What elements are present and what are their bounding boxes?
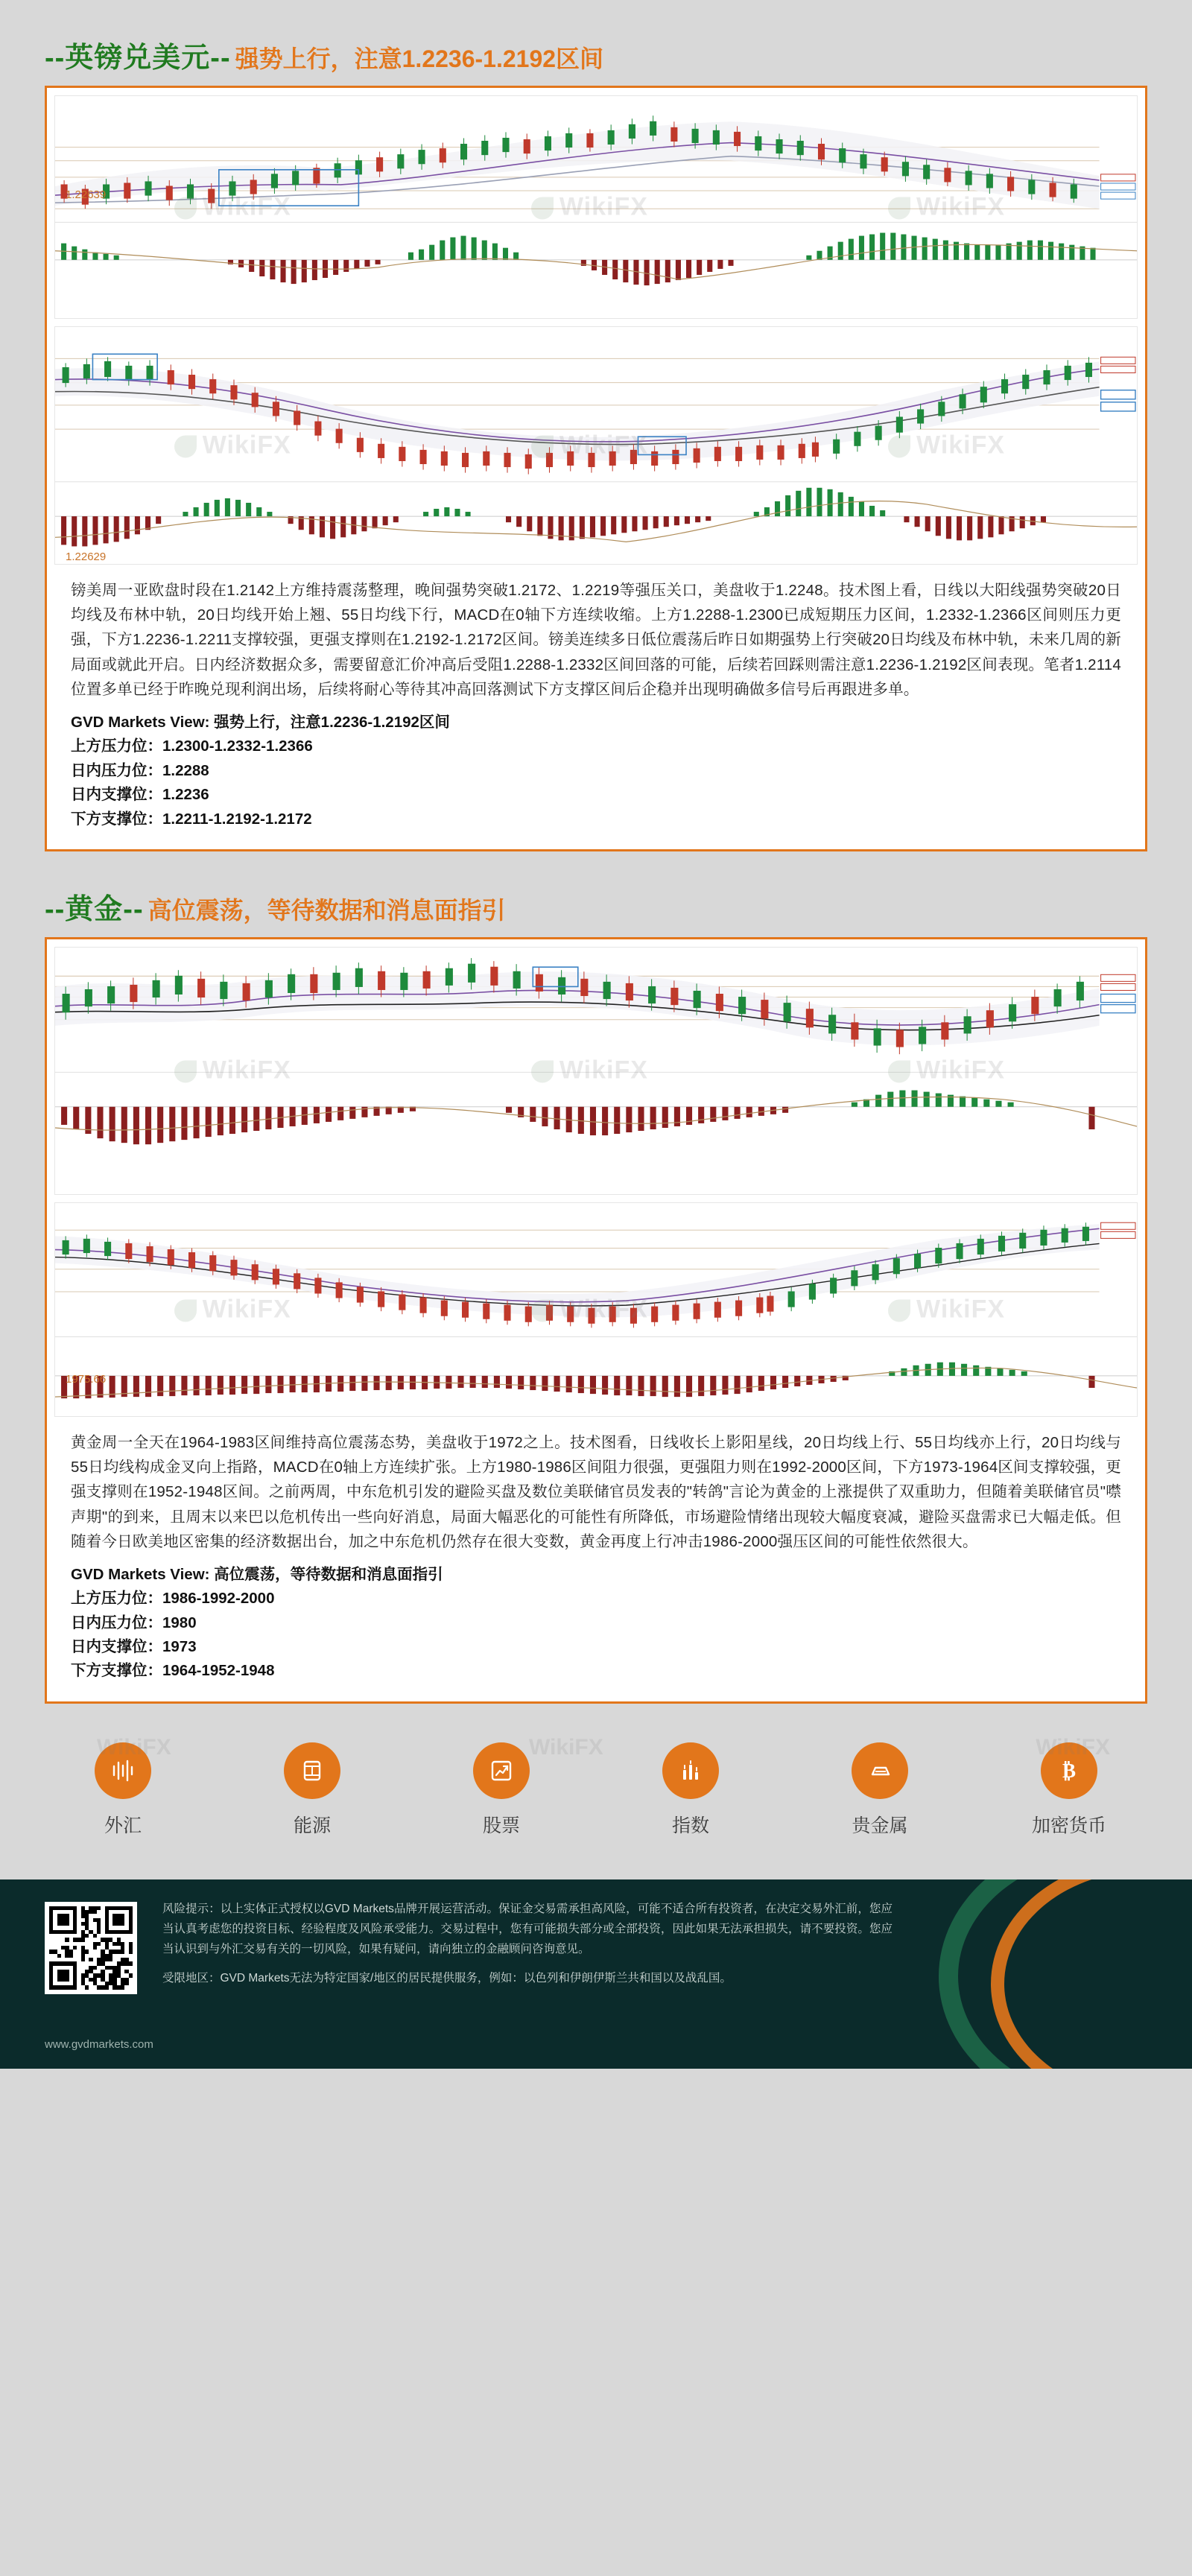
- card-gbpusd: [45, 86, 1147, 851]
- resistance-upper: 上方压力位：1986-1992-2000: [71, 1590, 275, 1608]
- indices-bars-icon: [662, 1742, 719, 1799]
- category-bar: [67, 1734, 1125, 1838]
- view-block-gold: [54, 1558, 1138, 1691]
- poster-page: [0, 34, 1192, 2576]
- chart-gold-daily-svg: [55, 948, 1137, 1195]
- support-lower: 下方支撑位：1.2211-1.2192-1.2172: [71, 810, 312, 828]
- chart-gold-daily[interactable]: [54, 947, 1138, 1195]
- stocks-chart-icon: [473, 1742, 530, 1799]
- chart-price-label: 1.22629: [66, 551, 107, 563]
- footer-text: [162, 1899, 893, 1998]
- energy-barrel-icon: [284, 1742, 340, 1799]
- chart-gold-intraday[interactable]: [54, 1202, 1138, 1417]
- risk-disclaimer: 风险提示：以上实体正式授权以GVD Markets品牌开展运营活动。保证金交易需承担高风险，可能不适合所有投资者，在决定交易外汇前，您应当认真考虑您的投资目标、经验程度及风险承受能力。交易过程中，您有可能损失部分或全部投资，因此如果无法承担损失，请不要投资。您应当认识到与外汇交易有关的一切风险，如果有疑问，请向独立的金融顾问咨询意见。: [162, 1902, 893, 1956]
- metals-bar-icon: [852, 1742, 908, 1799]
- section-pair-title: --英镑兑美元--: [45, 42, 231, 74]
- category-label: 加密货币: [1031, 1815, 1106, 1836]
- resistance-intraday: 日内压力位：1980: [71, 1614, 197, 1631]
- view-title: GVD Markets View: 强势上行，注意1.2236-1.2192区间: [71, 714, 450, 732]
- analysis-body-gbpusd: 镑美周一亚欧盘时段在1.2142上方维持震荡整理，晚间强势突破1.2172、1.2219等强压关口，美盘收于1.2248。技术图上看，日线以大阳线强势突破20日均线及布林中轨，20日均线开始上翘、55日均线下行，MACD在0轴下方连续收缩。上方1.2288-1.2300已成短期压力区间，1.2332-1.2366区间则压力更强，下方1.2236-1.2211支撑较强，更强支撑则在1.2192-1.2172区间。镑美连续多日低位震荡后昨日如期强势上行突破20日均线及布林中轨，未来几周的新局面或就此开启。日内经济数据众多，需要留意汇价冲高后受阻1.2288-1.2332区间回落的可能，后续若回踩则需注意1.2236-1.2192区间表现。笔者1.2114位置多单已经于昨晚兑现利润出场，后续将耐心等待其冲高回落测试下方支撑区间后企稳并出现明确做多信号后再跟进多单。: [71, 582, 1121, 698]
- category-label: 指数: [671, 1815, 709, 1836]
- section-heading-gbpusd: [0, 34, 1192, 75]
- category-label: 外汇: [104, 1815, 142, 1836]
- qr-code[interactable]: [45, 1902, 137, 1994]
- resistance-intraday: 日内压力位：1.2288: [71, 761, 209, 779]
- support-lower: 下方支撑位：1964-1952-1948: [71, 1662, 275, 1680]
- resistance-upper: 上方压力位：1.2300-1.2332-1.2366: [71, 737, 313, 755]
- chart-gbpusd-daily-svg: [55, 96, 1137, 319]
- section-heading-gold: [0, 886, 1192, 927]
- chart-gbpusd-daily[interactable]: [54, 95, 1138, 319]
- category-metals[interactable]: [824, 1742, 936, 1838]
- analysis-body-gold: 黄金周一全天在1964-1983区间维持高位震荡态势，美盘收于1972之上。技术图看，日线收长上影阳星线，20日均线上行、55日均线亦上行，20日均线与55日均线构成金叉向上指路，MACD在0轴上方连续扩张。上方1980-1986区间阻力很强，更强阻力则在1992-2000区间，下方1973-1964区间支撑较强，更强支撑则在1952-1948区间。之前两周，中东危机引发的避险买盘及数位美联储官员发表的"转鸽"言论为黄金的上涨提供了双重助力，但随着美联储官员"噤声期"的到来，且周末以来巴以危机传出一些向好消息，局面大幅恶化的可能性有所降低，市场避险情绪出现较大幅度衰减，避险买盘需求已大幅走低。但随着今日欧美地区密集的经济数据出台，加之中东危机仍然存在很大变数，黄金再度上行冲击1986-2000强压区间的可能性依然很大。: [71, 1433, 1121, 1550]
- footer-decoration-orange: [991, 1879, 1192, 2069]
- chart-gbpusd-intraday[interactable]: [54, 326, 1138, 565]
- support-intraday: 日内支撑位：1973: [71, 1638, 197, 1656]
- svg-text:₿: ₿: [1062, 1759, 1077, 1782]
- footer: [0, 1879, 1192, 2069]
- watermark: WikiFX: [529, 1734, 603, 1760]
- view-title: GVD Markets View: 高位震荡，等待数据和消息面指引: [71, 1565, 443, 1583]
- category-indices[interactable]: [635, 1742, 746, 1838]
- category-label: 股票: [482, 1815, 520, 1836]
- website-url[interactable]: www.gvdmarkets.com: [45, 2037, 153, 2051]
- section-pair-title: --黄金--: [45, 893, 144, 925]
- chart-gbpusd-intraday-svg: [55, 327, 1137, 565]
- watermark: WikiFX: [1036, 1734, 1110, 1760]
- card-gold: [45, 937, 1147, 1704]
- watermark: WikiFX: [97, 1734, 171, 1760]
- view-block-gbpusd: [54, 706, 1138, 839]
- category-label: 能源: [293, 1815, 331, 1836]
- category-label: 贵金属: [852, 1815, 908, 1836]
- chart-price-label: 1.22639: [66, 188, 107, 201]
- section-headline: 强势上行，注意1.2236-1.2192区间: [235, 45, 604, 72]
- chart-price-label: 1975.66: [66, 1372, 107, 1386]
- qr-code-pattern: [49, 1906, 133, 1990]
- category-energy[interactable]: [256, 1742, 368, 1838]
- support-intraday: 日内支撑位：1.2236: [71, 786, 209, 804]
- restricted-regions: 受限地区：GVD Markets无法为特定国家/地区的居民提供服务，例如：以色列和伊朗伊斯兰共和国以及战乱国。: [162, 1972, 732, 1985]
- section-headline: 高位震荡，等待数据和消息面指引: [148, 896, 506, 924]
- chart-gold-intraday-svg: [55, 1203, 1137, 1417]
